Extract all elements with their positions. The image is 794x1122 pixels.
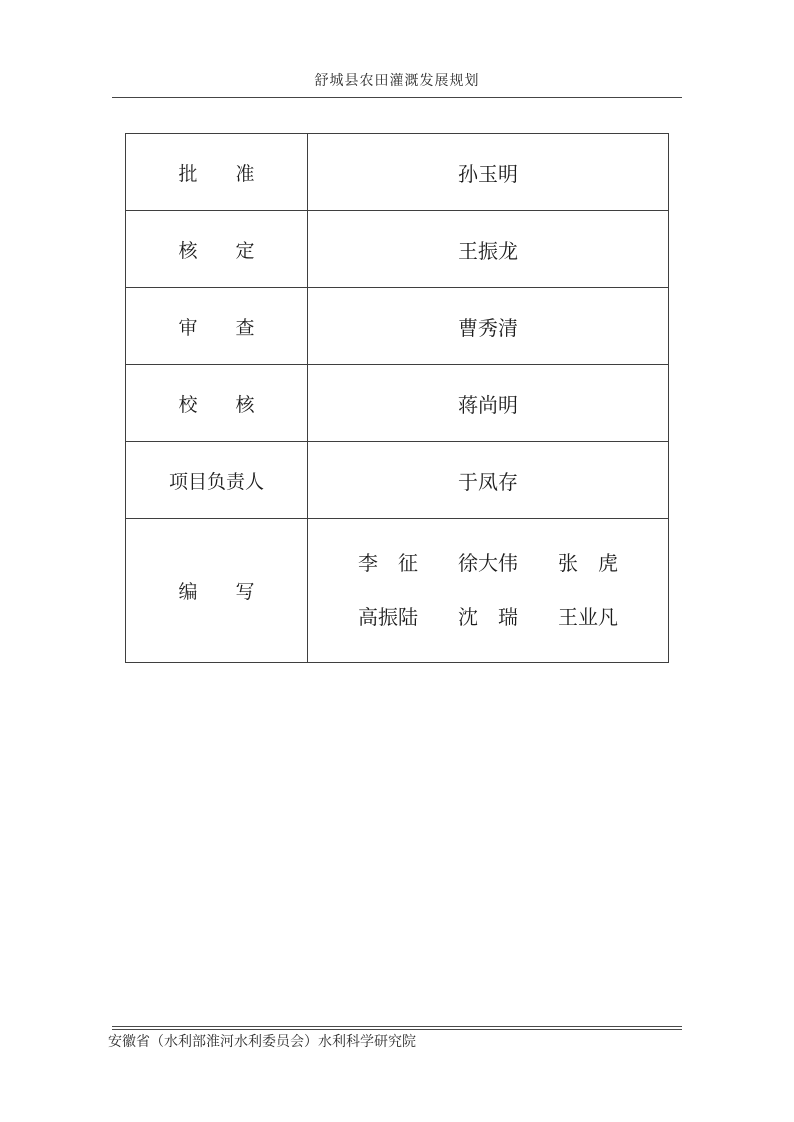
role-cell: 核 定 (126, 211, 308, 288)
header-rule (112, 97, 682, 98)
role-cell: 项目负责人 (126, 442, 308, 519)
table-row-approve (126, 134, 669, 211)
table-row-writers (126, 519, 669, 663)
role-cell: 编 写 (126, 519, 308, 663)
writers-line-1: 李 征 徐大伟 张 虎 (358, 552, 618, 575)
footer-organization: 安徽省（水利部淮河水利委员会）水利科学研究院 (108, 1035, 416, 1050)
footer-rule (112, 1026, 682, 1030)
name-cell: 王振龙 (308, 211, 669, 288)
table-row-project-leader (126, 442, 669, 519)
table-row-review (126, 288, 669, 365)
table-row-proofread (126, 365, 669, 442)
approval-table (125, 133, 669, 663)
name-cell (308, 519, 669, 663)
writers-line-2: 高振陆 沈 瑞 王业凡 (358, 606, 618, 629)
name-cell: 孙玉明 (308, 134, 669, 211)
name-cell: 于凤存 (308, 442, 669, 519)
role-cell: 校 核 (126, 365, 308, 442)
table-row-verify (126, 211, 669, 288)
role-cell: 审 查 (126, 288, 308, 365)
name-cell: 蒋尚明 (308, 365, 669, 442)
name-cell: 曹秀清 (308, 288, 669, 365)
page-header-title: 舒城县农田灌溉发展规划 (314, 74, 480, 89)
role-cell: 批 准 (126, 134, 308, 211)
